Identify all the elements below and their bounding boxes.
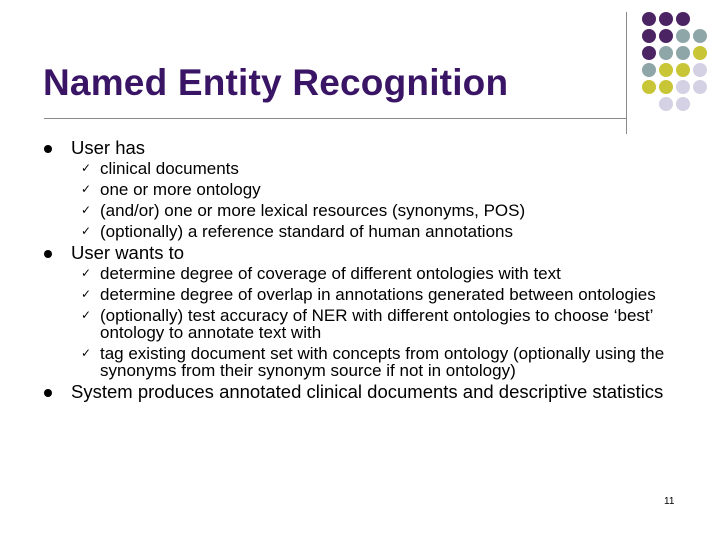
- bullet-icon: [44, 250, 52, 258]
- check-mark-icon: ✓: [81, 161, 92, 175]
- bullet-icon: [44, 389, 52, 397]
- sub-bullet-item: [44, 284, 684, 305]
- decorative-dot: [659, 63, 673, 77]
- decorative-dot: [642, 29, 656, 43]
- decorative-dot: [676, 46, 690, 60]
- decorative-dot: [693, 63, 707, 77]
- slide-title: Named Entity Recognition: [43, 62, 509, 103]
- check-mark-icon: ✓: [81, 203, 92, 217]
- decorative-dot: [642, 63, 656, 77]
- decorative-dot: [693, 80, 707, 94]
- decorative-dot: [642, 80, 656, 94]
- decorative-dot: [642, 46, 656, 60]
- sub-bullet-text: (optionally) test accuracy of NER with different ontologies to choose ‘best’ ontology to annotate text with: [100, 306, 653, 342]
- decorative-dot: [676, 97, 690, 111]
- sub-bullet-item: [44, 221, 684, 242]
- decorative-dot: [676, 29, 690, 43]
- decorative-dot: [642, 12, 656, 26]
- sub-bullet-text: determine degree of coverage of different ontologies with text: [100, 264, 561, 283]
- sub-bullet-item: [44, 263, 684, 284]
- bullet-item: [44, 137, 684, 158]
- sub-bullet-text: (and/or) one or more lexical resources (synonyms, POS): [100, 201, 526, 220]
- title-divider: [44, 118, 626, 119]
- vertical-divider: [626, 12, 627, 134]
- sub-bullet-text: determine degree of overlap in annotations generated between ontologies: [100, 285, 656, 304]
- bullet-text: User has: [71, 137, 146, 158]
- bullet-item: [44, 381, 684, 402]
- decorative-dot: [693, 46, 707, 60]
- decorative-dot: [676, 80, 690, 94]
- decorative-dot: [659, 46, 673, 60]
- decorative-dot-grid: [640, 10, 710, 120]
- check-mark-icon: ✓: [81, 346, 92, 360]
- check-mark-icon: ✓: [81, 224, 92, 238]
- sub-bullet-item: [44, 179, 684, 200]
- bullet-list: [44, 137, 684, 402]
- decorative-dot: [659, 29, 673, 43]
- check-mark-icon: ✓: [81, 308, 92, 322]
- check-mark-icon: ✓: [81, 287, 92, 301]
- sub-bullet-text: tag existing document set with concepts from ontology (optionally using the synonyms from their synonym source if not in ontology): [100, 344, 665, 380]
- sub-bullet-text: one or more ontology: [100, 180, 261, 199]
- sub-bullet-item: [44, 343, 684, 381]
- bullet-icon: [44, 145, 52, 153]
- decorative-dot: [693, 29, 707, 43]
- decorative-dot: [676, 63, 690, 77]
- sub-bullet-item: [44, 158, 684, 179]
- sub-bullet-item: [44, 305, 684, 343]
- sub-bullet-text: clinical documents: [100, 159, 239, 178]
- decorative-dot: [676, 12, 690, 26]
- sub-bullet-text: (optionally) a reference standard of human annotations: [100, 222, 513, 241]
- check-mark-icon: ✓: [81, 266, 92, 280]
- decorative-dot: [659, 12, 673, 26]
- sub-bullet-item: [44, 200, 684, 221]
- decorative-dot: [659, 97, 673, 111]
- check-mark-icon: ✓: [81, 182, 92, 196]
- bullet-item: [44, 242, 684, 263]
- bullet-text: System produces annotated clinical documents and descriptive statistics: [71, 381, 664, 402]
- page-number: 11: [664, 496, 675, 507]
- decorative-dot: [659, 80, 673, 94]
- bullet-text: User wants to: [71, 242, 185, 263]
